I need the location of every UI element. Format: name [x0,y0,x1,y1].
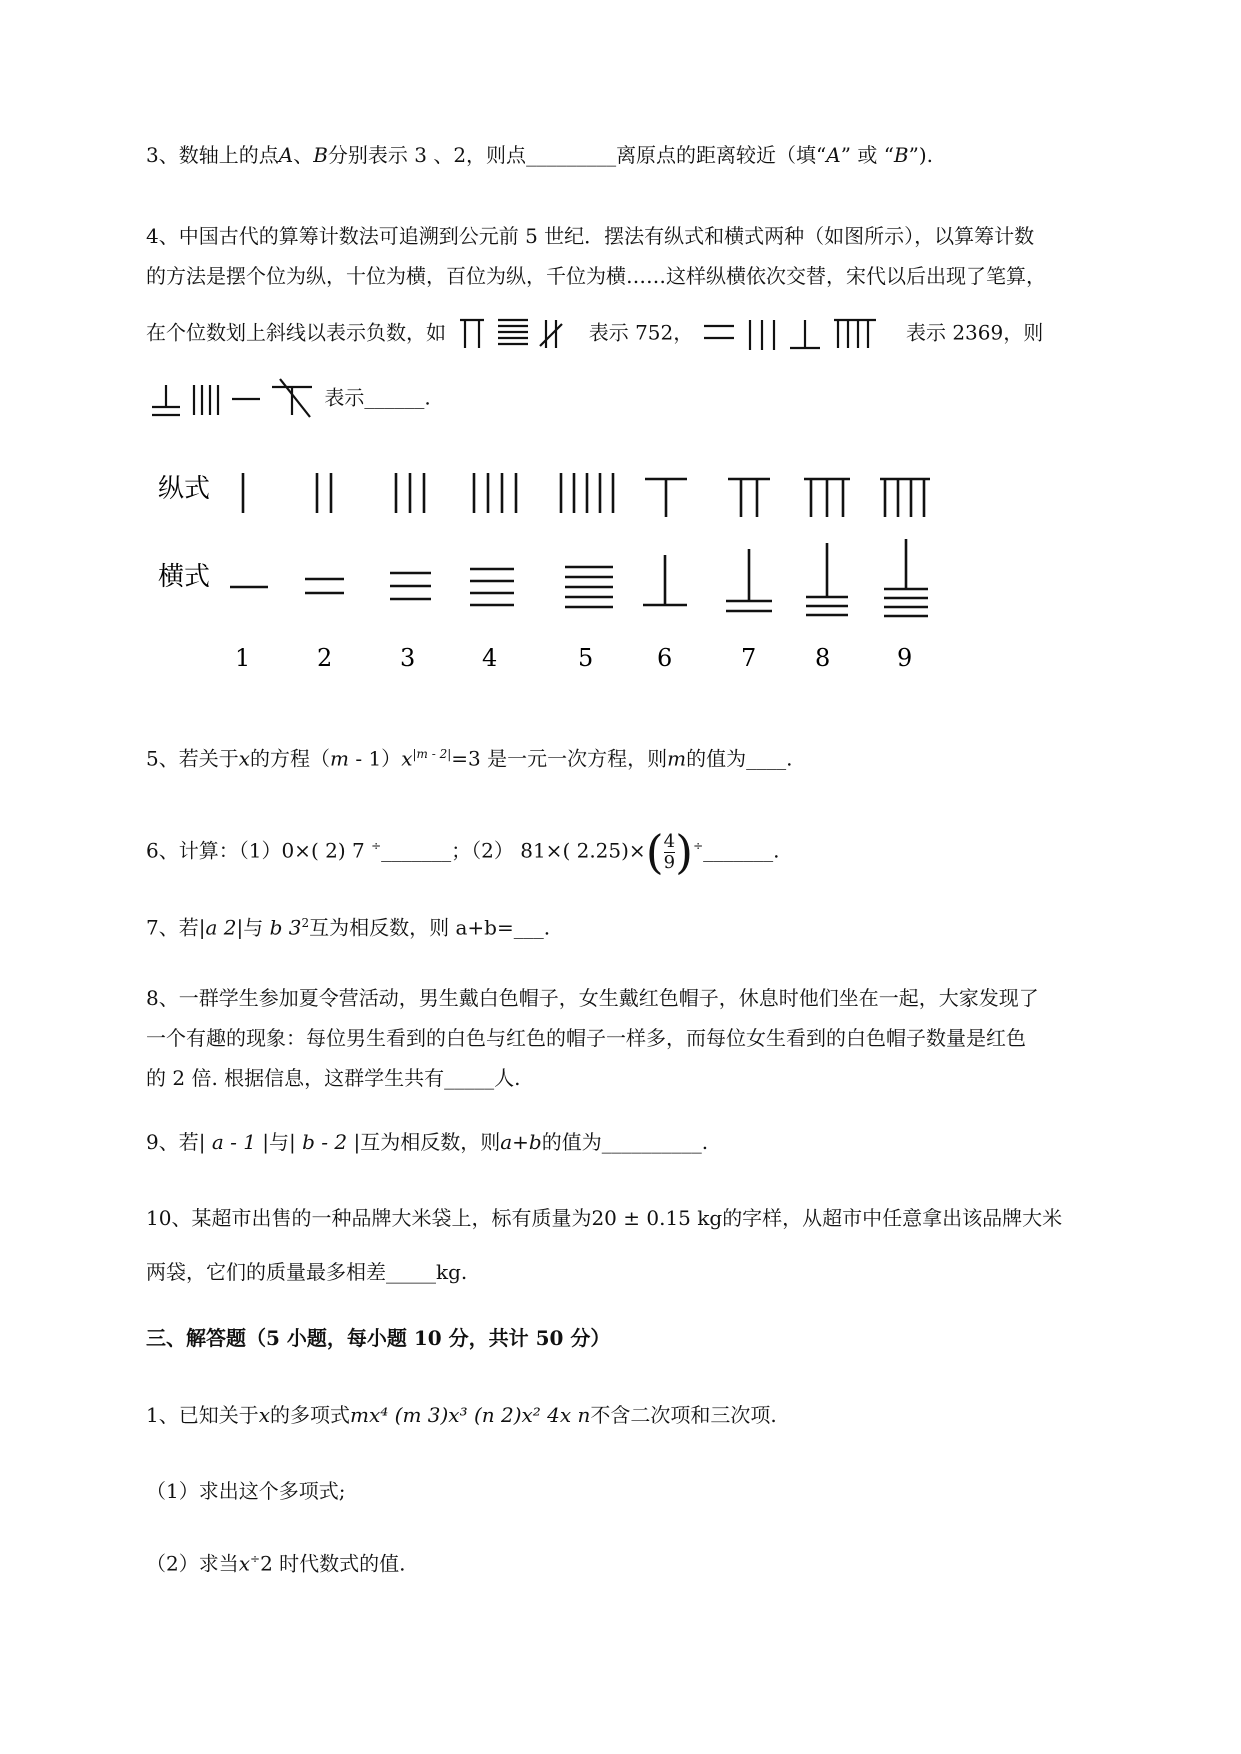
q7-abs: |a 2| [198,915,244,940]
q3-text-c: 离原点的距离较近（填“ [616,143,827,167]
q10-text-b: 的字样，从超市中任意拿出该品牌大米 [722,1206,1063,1230]
q3-var-a: A [278,143,294,167]
question-10-line-2 [146,1258,467,1286]
q6-text-c: 7 [345,838,372,863]
q9-text-a: 9、若 [146,1130,199,1154]
digit-4: 4 [482,644,498,672]
q6-text-e: ( 2.25)× [562,838,646,863]
q9-text-c: 互为相反数，则 [360,1130,501,1154]
q9-end: . [701,1130,709,1154]
problem-1 [146,1401,777,1429]
digit-labels [235,644,912,672]
question-4-line-2: 的方法是摆个位为纵，十位为横，百位为纵，千位为横……这样纵横依次交替，宋代以后出现了笔算， [146,264,1046,288]
question-8-line-2: 一个有趣的现象：每位男生看到的白色与红色的帽子一样多，而每位女生看到的白色帽子数量是红色 [146,1026,1026,1050]
question-4-line-1: 4、中国古代的算筹计数法可追溯到公元前 5 世纪．摆法有纵式和横式两种（如图所示），以算筹计数 [146,224,1035,248]
p1-polynomial: mx⁴ (m 3)x³ (n 2)x² 4x n [350,1403,591,1427]
q6-paren-right: ) [675,825,694,880]
q3-blank: _________ [526,143,617,167]
q9-text-b: 与 [269,1130,290,1154]
digit-9: 9 [897,644,913,672]
digit-8: 8 [815,644,831,672]
question-6 [146,816,779,882]
q3-sep: 、 [293,143,314,167]
q5-end: . [786,746,793,771]
problem-1-part-1: （1）求出这个多项式; [146,1479,346,1503]
q5-var-m: m [330,746,349,771]
q7-text-a: 7、若 [146,915,199,940]
q10-text-c: 两袋，它们的质量最多相差 [146,1260,386,1284]
question-8-line-3 [146,1064,521,1092]
p1-var-x: x [258,1403,271,1427]
q5-text-c: - 1） [348,746,402,771]
q8-text-a: 的 2 倍. 根据信息，这群学生共有 [146,1066,445,1090]
digit-2: 2 [317,644,333,672]
q10-end: . [460,1260,468,1284]
rod-numeral-2369-icon [700,314,900,354]
q6-fraction [664,832,675,873]
q5-text-d: =3 是一元一次方程，则 [451,746,668,771]
question-8-line-1: 8、一群学生参加夏令营活动，男生戴白色帽子，女生戴红色帽子，休息时他们坐在一起，大家发现了 [146,986,1039,1010]
q5-text-e: 的值为 [686,746,747,771]
q10-blank: _____ [386,1260,436,1284]
digit-7: 7 [741,644,757,672]
q5-var-x2: x [401,746,413,771]
q4-line4-text: 表示 [324,385,365,410]
q6-end: . [773,838,780,863]
q10-mass: 20 ± 0.15 kg [591,1206,723,1230]
q9-abs-2: | b - 2 | [289,1130,361,1154]
question-10-line-1 [146,1204,1062,1232]
q9-blank: __________ [601,1130,702,1154]
q6-frac-den: 9 [663,851,676,873]
q7-blank: ___ [513,915,544,940]
q6-text-b: ( 2) [310,838,346,863]
p1-sub2-text-a: （2）求当 [146,1551,239,1576]
q6-op-2: ÷ [693,839,704,853]
q8-text-b: 人. [494,1066,521,1090]
p1-sub2-op: ÷ [250,1552,261,1566]
q7-text-d: 互为相反数，则 a+b= [309,915,514,940]
question-9 [146,1128,708,1156]
q3-fill-b: B [893,143,909,167]
q3-text-d: ” 或 “ [840,143,894,167]
digit-6: 6 [657,644,673,672]
q3-fill-a: A [826,143,841,167]
q5-exponent: |m - 2| [412,747,452,761]
rod-numeral-752-icon [452,316,582,352]
q5-text-b: 的方程（ [250,746,331,771]
q7-sup: 2 [301,916,310,930]
question-5 [146,740,792,773]
p1-text-a: 1、已知关于 [146,1403,259,1427]
p1-sub2-var-x: x [238,1551,251,1576]
question-4-line-4 [148,377,431,421]
q6-blank-2: _______ [703,838,774,863]
row-label-horizontal: 横式 [158,562,211,592]
q6-blank-1: _______ [381,838,452,863]
counting-rods-figure [150,455,970,680]
q6-text-d: ；（2） 81× [451,838,563,863]
q6-frac-num: 4 [663,830,676,852]
q5-var-m2: m [667,746,687,771]
q6-text-a: 6、计算：（1）0× [146,838,311,863]
q9-sum: a+b [500,1130,542,1154]
q4-line3-text: 在个位数划上斜线以表示负数，如 [146,320,446,345]
digit-1: 1 [235,644,251,672]
q3-text: 3、数轴上的点 [146,143,279,167]
question-7 [146,909,550,942]
p1-sub2-text-b: 2 时代数式的值. [260,1551,406,1576]
q7-text-b: 与 [243,915,264,940]
digit-3: 3 [400,644,416,672]
q4-line3-text-c: 表示 2369，则 [905,320,1044,345]
q5-var-x: x [238,746,251,771]
q10-unit: kg [436,1260,461,1284]
q3-text-e: ”). [908,143,934,167]
p1-text-b: 的多项式 [270,1403,351,1427]
rod-numeral-negative-icon [148,377,318,421]
q4-end: . [424,385,431,410]
question-4-line-3 [146,314,1043,354]
q9-abs-1: | a - 1 | [198,1130,270,1154]
q3-text-b: 分别表示 3 、2，则点 [327,143,527,167]
question-3 [146,141,933,169]
horizontal-form-rods [230,539,928,616]
vertical-form-rods [243,473,930,517]
q3-var-b: B [313,143,328,167]
section-3-title: 三、解答题（5 小题，每小题 10 分，共计 50 分） [146,1326,611,1350]
q4-blank: ______ [364,385,425,410]
q5-blank: ____ [746,746,787,771]
q4-line3-text-b: 表示 752， [588,320,694,345]
q7-text-c: b 3 [263,915,302,940]
problem-1-part-2 [146,1545,406,1578]
p1-text-c: 不含二次项和三次项. [590,1403,777,1427]
q9-text-d: 的值为 [541,1130,602,1154]
q6-op: ÷ [371,839,382,853]
q8-blank: _____ [444,1066,495,1090]
q7-end: . [543,915,551,940]
q10-text-a: 10、某超市出售的一种品牌大米袋上，标有质量为 [146,1206,592,1230]
digit-5: 5 [578,644,594,672]
row-label-vertical: 纵式 [158,474,211,504]
q5-text-a: 5、若关于 [146,746,239,771]
q6-paren-left: ( [645,825,664,880]
